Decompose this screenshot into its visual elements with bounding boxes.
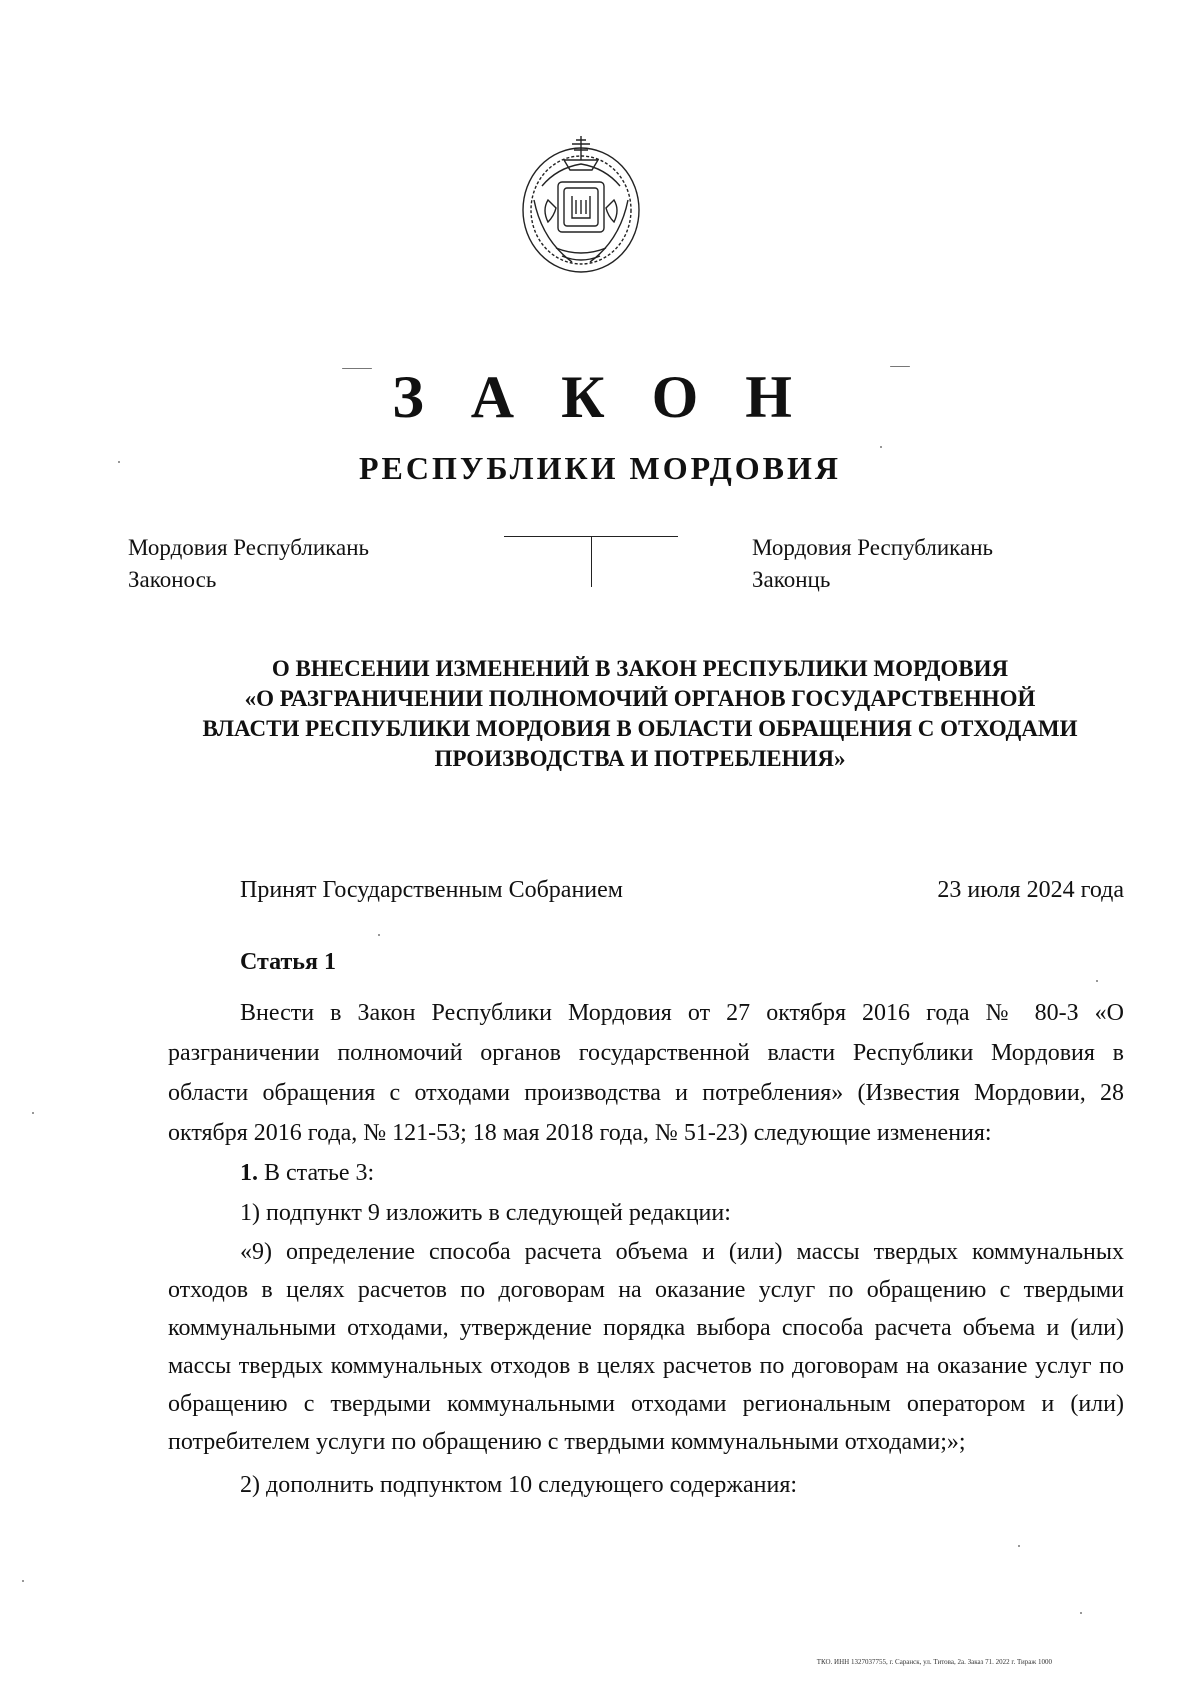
- scan-speck: [118, 461, 120, 463]
- item-1-text: В статье 3:: [258, 1160, 375, 1186]
- adoption-date: 23 июля 2024 года: [937, 877, 1124, 903]
- header-divider-vertical: [591, 537, 592, 587]
- scan-speck: [890, 366, 910, 367]
- coat-of-arms-emblem: [512, 130, 650, 280]
- print-info-footer: ТКО. ИНН 1327037755, г. Саранск, ул. Титова, 2а. Заказ 71. 2022 г. Тираж 1000: [816, 1658, 1052, 1666]
- adoption-label: Принят Государственным Собранием: [240, 877, 623, 903]
- mordovian-left-line2: Законось: [128, 567, 217, 592]
- article-body: [168, 993, 1124, 1505]
- quoted-subitem-9: «9) определение способа расчета объема и (или) массы твердых коммунальных отходов в целях расчетов по договорам на оказание услуг по обращению с твердыми коммунальными отходами, утверждение порядка выбора способа расчета объема и (или) массы твердых коммунальных отходов в целях расчетов по договорам на оказание услуг по обращению с твердыми коммунальными отходами региональным оператором и (или) потребителем услуги по обращению с твердыми коммунальными отходами;»;: [168, 1239, 1124, 1455]
- law-name-line2: «О РАЗГРАНИЧЕНИИ ПОЛНОМОЧИЙ ОРГАНОВ ГОСУДАРСТВЕННОЙ: [244, 686, 1036, 711]
- subitem-2-paragraph: 2) дополнить подпунктом 10 следующего содержания:: [240, 1472, 798, 1498]
- scan-speck: [880, 446, 882, 448]
- mordovian-left-line1: Мордовия Республикань: [128, 535, 370, 560]
- scan-speck: [378, 934, 380, 936]
- scan-speck: [1096, 980, 1098, 982]
- scan-speck: [32, 1112, 34, 1114]
- mordovian-heading-right: [752, 532, 993, 596]
- law-title: З А К О Н: [392, 364, 808, 430]
- article-intro-paragraph: Внести в Закон Республики Мордовия от 27 октября 2016 года № 80-З «О разграничении полномочий органов государственной власти Республики Мордовия в области обращения с отходами производства и потребления» (Известия Мордовии, 28 октября 2016 года, № 121-53; 18 мая 2018 года, № 51-23) следующие изменения:: [168, 1000, 1124, 1146]
- republic-subtitle: РЕСПУБЛИКИ МОРДОВИЯ: [358, 450, 842, 486]
- law-name-line1: О ВНЕСЕНИИ ИЗМЕНЕНИЙ В ЗАКОН РЕСПУБЛИКИ МОРДОВИЯ: [271, 656, 1009, 681]
- law-name-line3: ВЛАСТИ РЕСПУБЛИКИ МОРДОВИЯ В ОБЛАСТИ ОБРАЩЕНИЯ С ОТХОДАМИ: [202, 716, 1078, 741]
- subitem-1-paragraph: 1) подпункт 9 изложить в следующей редакции:: [240, 1200, 731, 1226]
- mordovian-right-line1: Мордовия Республикань: [752, 535, 994, 560]
- scan-speck: [1018, 1545, 1020, 1547]
- scan-speck: [1080, 1612, 1082, 1614]
- law-name-heading: [150, 654, 1130, 774]
- law-name-line4: ПРОИЗВОДСТВА И ПОТРЕБЛЕНИЯ»: [434, 746, 846, 771]
- mordovian-right-line2: Законць: [752, 567, 831, 592]
- scan-speck: [22, 1580, 24, 1582]
- scan-speck: [342, 368, 372, 369]
- article-title: Статья 1: [240, 949, 336, 975]
- item-1-number: 1.: [240, 1160, 258, 1186]
- mordovian-heading-left: [128, 532, 369, 596]
- item-1-paragraph: [168, 1153, 1124, 1193]
